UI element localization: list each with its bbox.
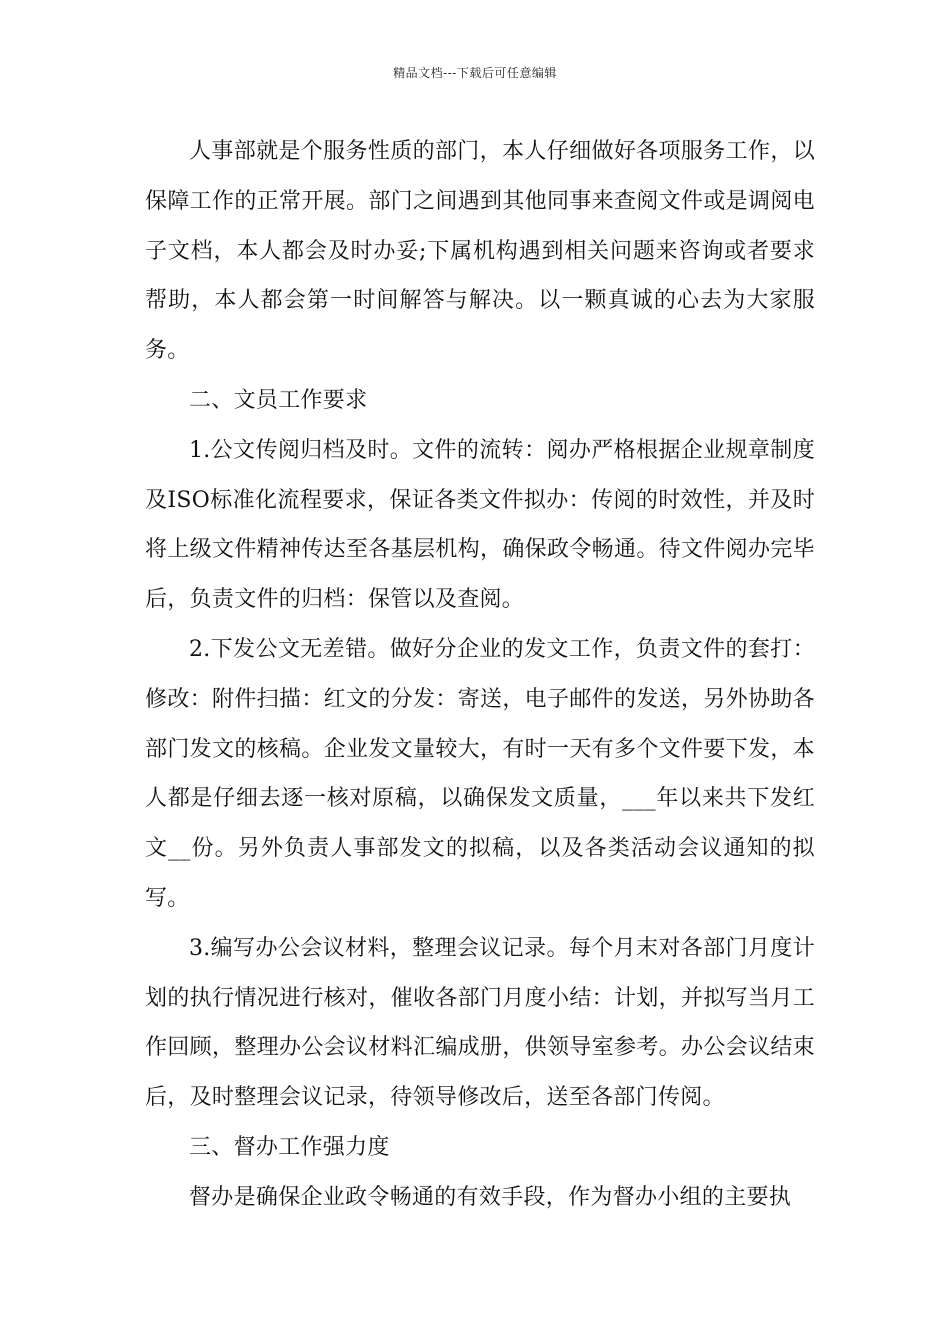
section-heading-supervision: 三、督办工作强力度 [189,1134,390,1160]
page-header: 精品文档---下载后可任意编辑 [393,66,557,80]
paragraph-meeting-materials: 3.编写办公会议材料，整理会议记录。每个月末对各部门月度计划的执行情况进行核对，催收各部门月度小结：计划，并拟写当月工作回顾，整理办公会议材料汇编成册，供领导室参考。办公会议结束后，及时整理会议记录，待领导修改后，送至各部门传阅。 [145,935,815,1111]
section-heading-clerk-requirements: 二、文员工作要求 [189,387,368,413]
paragraph-document-circulation: 1.公文传阅归档及时。文件的流转：阅办严格根据企业规章制度及ISO标准化流程要求，保证各类文件拟办：传阅的时效性，并及时将上级文件精神传达至各基层机构，确保政令畅通。待文件阅办完毕后，负责文件的归档：保管以及查阅。 [145,437,815,613]
paragraph-supervision: 督办是确保企业政令畅通的有效手段，作为督办小组的主要执 [189,1184,792,1210]
paragraph-document-issuing: 2.下发公文无差错。做好分企业的发文工作，负责文件的套打：修改：附件扫描：红文的分发：寄送，电子邮件的发送，另外协助各部门发文的核稿。企业发文量较大，有时一天有多个文件要下发，本人都是仔细去逐一核对原稿，以确保发文质量，___年以来共下发红文__份。另外负责人事部发文的拟稿，以及各类活动会议通知的拟写。 [145,636,815,911]
document-body [145,127,815,1223]
paragraph-service: 人事部就是个服务性质的部门，本人仔细做好各项服务工作，以保障工作的正常开展。部门之间遇到其他同事来查阅文件或是调阅电子文档，本人都会及时办妥;下属机构遇到相关问题来咨询或者要求帮助，本人都会第一时间解答与解决。以一颗真诚的心去为大家服务。 [145,139,815,364]
